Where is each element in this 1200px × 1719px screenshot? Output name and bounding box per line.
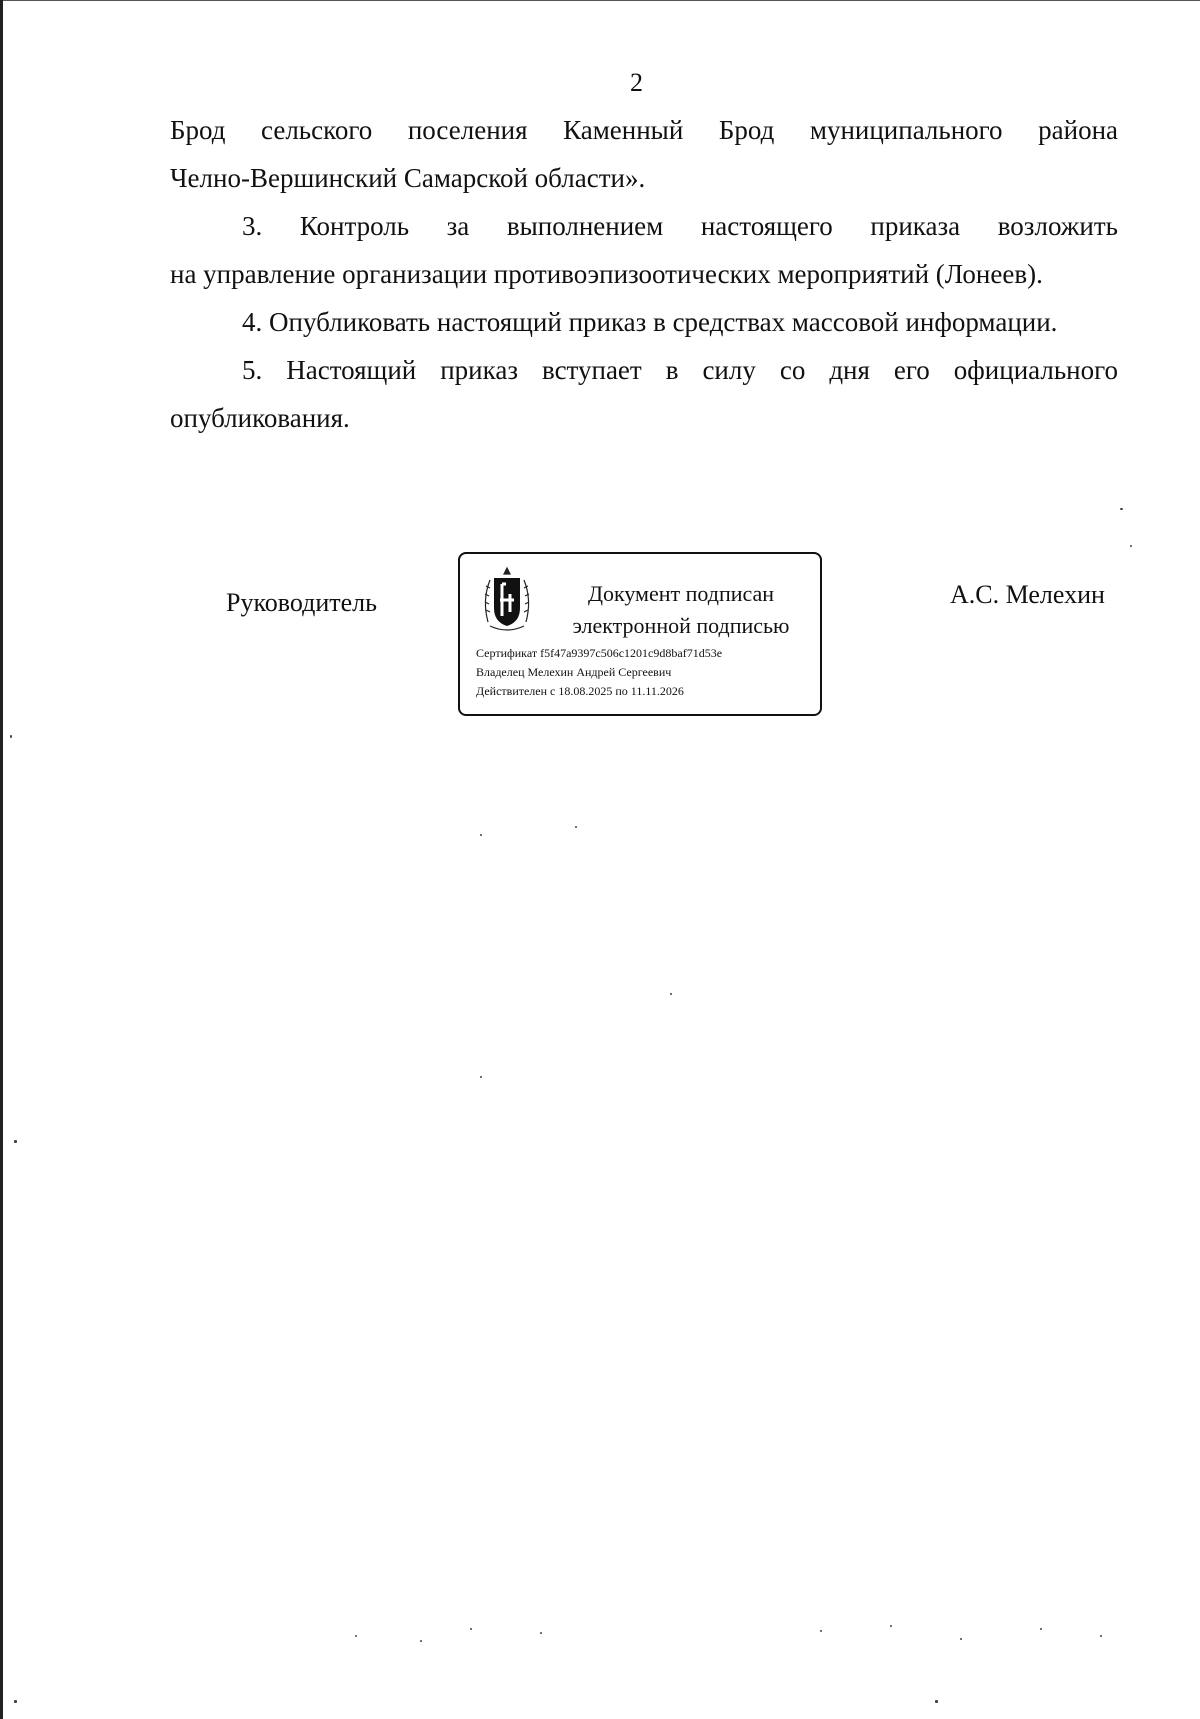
paragraph-continuation-line-1: Брод сельского поселения Каменный Брод муниципального района (170, 115, 1118, 145)
paragraph-item-5-line-2: опубликования. (170, 403, 350, 433)
electronic-signature-stamp (458, 552, 822, 716)
paragraph-item-3-line-1: 3. Контроль за выполнением настоящего приказа возложить (242, 211, 1118, 241)
paragraph-item-5-line-1: 5. Настоящий приказ вступает в силу со дня его официального (242, 355, 1118, 385)
coat-of-arms-icon (476, 564, 538, 636)
stamp-heading (558, 578, 804, 642)
paragraph-item-4: 4. Опубликовать настоящий приказ в средствах массовой информации. (242, 307, 1058, 337)
paragraph-item-3-line-2: на управление организации противоэпизоотических мероприятий (Лонеев). (170, 259, 1043, 289)
document-body (170, 106, 1118, 442)
paragraph-continuation-line-2: Челно-Вершинский Самарской области». (170, 163, 646, 193)
stamp-owner: Владелец Мелехин Андрей Сергеевич (476, 665, 672, 679)
page-number: 2 (630, 68, 643, 97)
stamp-certificate: Сертификат f5f47a9397c506c1201c9d8baf71d53e (476, 646, 723, 660)
stamp-heading-line-2: электронной подписью (572, 613, 790, 638)
signatory-title: Руководитель (226, 588, 377, 617)
stamp-heading-line-1: Документ подписан (587, 581, 775, 606)
signatory-name: А.С. Мелехин (950, 580, 1105, 609)
page-left-edge (0, 0, 3, 1719)
stamp-validity: Действителен с 18.08.2025 по 11.11.2026 (476, 684, 684, 698)
page-top-edge (0, 0, 1200, 1)
